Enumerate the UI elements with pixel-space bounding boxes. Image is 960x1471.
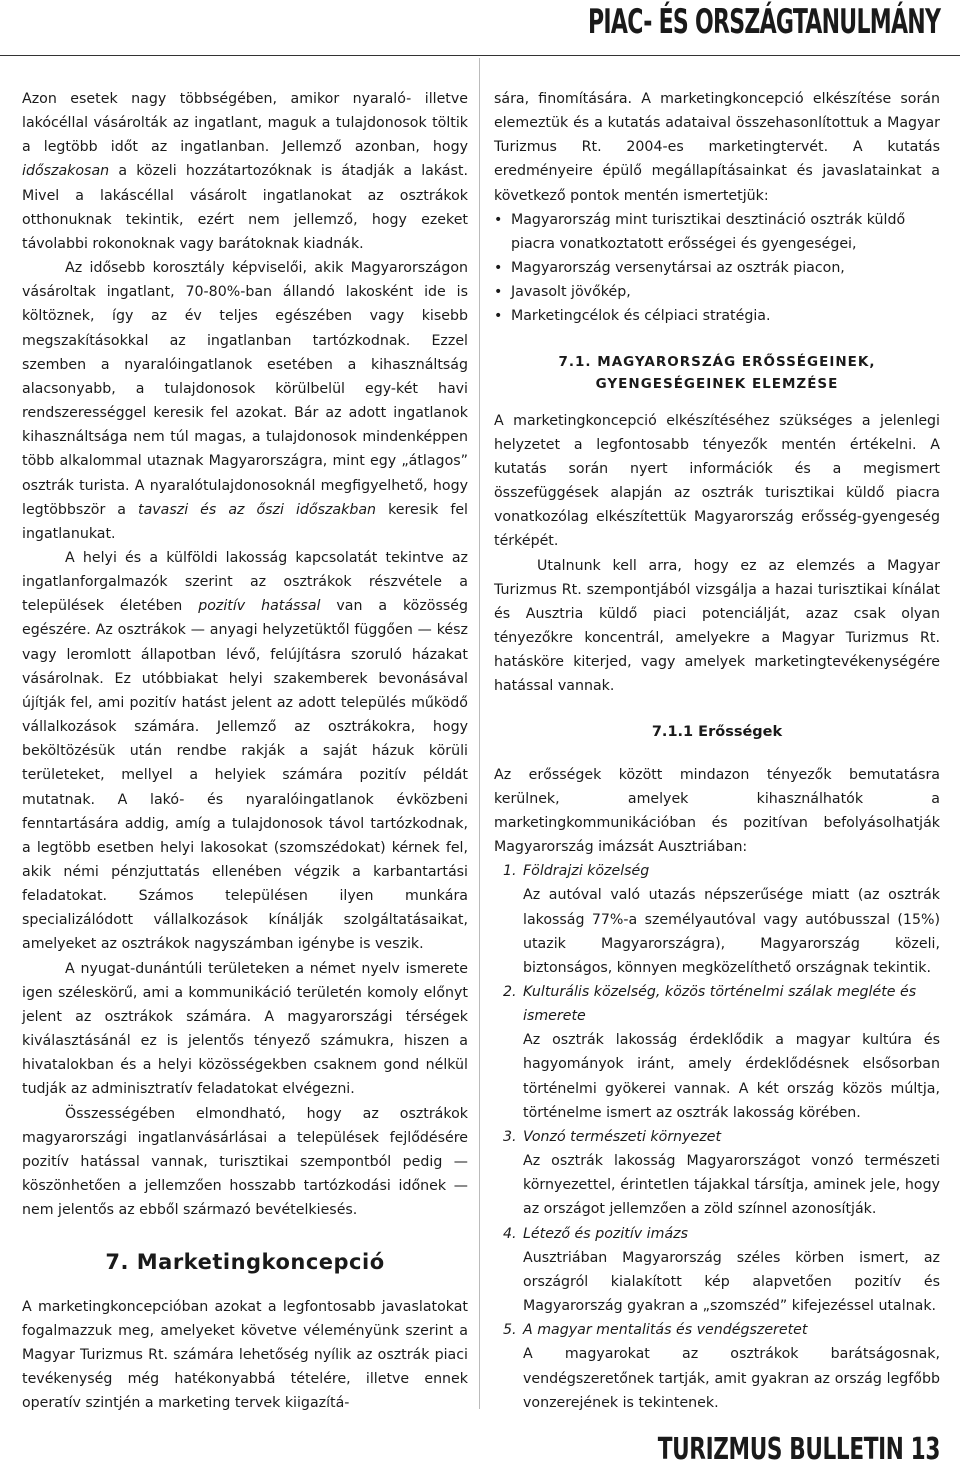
page-footer: TURIZMUS BULLETIN 13 bbox=[657, 1432, 940, 1467]
running-header: PIAC- ÉS ORSZÁGTANULMÁNY bbox=[587, 2, 940, 42]
list-item: • Marketingcélok és célpiaci stratégia. bbox=[494, 304, 940, 328]
subsubsection-heading: 7.1.1 Erősségek bbox=[651, 724, 783, 741]
paragraph: A marketingkoncepció elkészítéséhez szükséges a jelenlegi helyzetet a legfontosabb tényezők mentén értékelni. A kutatás során nyert információk és a megismert összefüggések alapján az osztrák turisztikai küldő piacra vonatkozólag elkészítettük Magyarország erősség-gyengeség térképét. bbox=[494, 412, 940, 550]
subsection-heading: 7.1. MAGYARORSZÁG ERŐSSÉGEINEK, GYENGESÉGEINEK ELEMZÉSE bbox=[558, 353, 876, 392]
section-heading: 7. Marketingkoncepció bbox=[105, 1250, 385, 1275]
header-rule bbox=[0, 55, 960, 56]
numbered-list bbox=[494, 859, 940, 1415]
list-item: 5. A magyar mentalitás és vendégszeretet A magyarokat az osztrákok barátságosnak, vendégszeretőnek tartják, amit gyakran az ország legfőbb vonzerejének is tekintenek. bbox=[503, 1322, 940, 1411]
paragraph: Utalnunk kell arra, hogy ez az elemzés a Magyar Turizmus Rt. szempontjából vizsgálja a hazai turisztikai kínálat és Ausztria küldő piaci potenciálját, azaz csak olyan tényezőkre koncentrál, amelyekre a Magyar Turizmus Rt. hatásköre kiterjed, vagy amelyek marketingtevékenységére hatással vannak. bbox=[494, 557, 940, 695]
column-divider bbox=[479, 58, 480, 1409]
paragraph: A nyugat-dunántúli területeken a német nyelv ismerete igen széleskörű, ami a kommunikáció területén komoly előnyt jelent az osztrákok számára. A magyarországi térségek kiválasztásánál ez is jelentős tényező számukra, hiszen a hivatalokban és a helyi közösségekben csaknem gond nélkül tudják az adminisztratív feladatokat elvégezni. bbox=[22, 960, 468, 1098]
left-column bbox=[22, 87, 468, 1415]
list-item: 1. Földrajzi közelség Az autóval való utazás népszerűsége miatt (az osztrák lakosság 77%-a személyautóval vagy autóbusszal (15%) utazik Magyarországra), Magyarország közeli, biztonságos, könnyen megközelíthető országnak tekintik. bbox=[503, 863, 940, 976]
list-item: 3. Vonzó természeti környezet Az osztrák lakosság Magyarországot vonzó természeti környezettel, érintetlen tájakkal társítja, aminek jele, hogy az országot jellemzően a zöld színnel azonosítják. bbox=[503, 1128, 940, 1218]
paragraph: Az erősségek között mindazon tényezők bemutatásra kerülnek, amelyek kihasználhatók a marketingkommunikációban és pozitívan befolyásolhatják Magyarország imázsát Ausztriában: bbox=[494, 766, 940, 856]
list-item: • Javasolt jövőkép, bbox=[494, 280, 940, 304]
list-item: 2. Kulturális közelség, közös történelmi szálak megléte és ismerete Az osztrák lakosság érdeklődik a magyar kultúra és hagyományok iránt, amely érdeklődésnek elsősorban történelmi gyökerei vannak. A két ország közös múltja, történelme ismert az osztrák lakosság körében. bbox=[503, 984, 940, 1121]
paragraph: Az idősebb korosztály képviselői, akik Magyarországon vásároltak ingatlant, 70-80%-ban állandó lakosként ide is költöznek, így az év teljes egészében vagy kisebb megszakításokkal az ingatlanban tartózkodnak. Ezzel szemben a nyaralóingatlanok esetében a kihasználtság alacsonyabb, a tulajdonosok körülbelül egy-két havi rendszerességgel keresik fel azokat. Bár az adott ingatlanok kihasználtsága nem túl magas, a tulajdonosok mindenképpen több alkalommal utaznak Magyarországra, mint egy „átlagos” osztrák turista. A nyaralótulajdonosoknál megfigyelhető, hogy legtöbbször a tavaszi és az őszi időszakban keresik fel ingatlanukat. bbox=[22, 260, 468, 542]
paragraph: A helyi és a külföldi lakosság kapcsolatát tekintve az ingatlanforgalmazók szerint az osztrákok részvétele a települések életében pozitív hatással van a közösség egészére. Az osztrákok — anyagi helyzetüktől függően — kész vagy leromlott állapotban lévő, felújításra szoruló házakat vásárolnak. Ez utóbbiakat helyi szakemberek bevonásával újítják fel, ami pozitív hatást jelent az adott település működő vállalkozások számára. Jellemző az osztrákokra, hogy beköltözésük után rendbe rakják a saját házuk körüli területeket, mellyel a helyiek számára pozitív példát mutatnak. A lakó- és nyaralóingatlanok évközbeni fenntartására addig, amíg a tulajdonosok távol tartózkodnak, a legtöbb esetben helyi lakosokat (szomszédokat) kérnek fel, akik némi pénzjuttatás ellenében végzik a karbantartási feladatokat. Számos településen ilyen munkára specializálódott vállalkozások kínálják szolgáltatásaikat, amelyeket az osztrákok nagyszámban igénybe is veszik. bbox=[22, 549, 468, 953]
bullet-icon: • bbox=[494, 211, 503, 228]
list-item: • Magyarország versenytársai az osztrák piacon, bbox=[494, 256, 940, 280]
bullet-icon: • bbox=[494, 284, 503, 301]
list-item: • Magyarország mint turisztikai desztináció osztrák küldő piacra vonatkoztatott erősségei és gyengeségei, bbox=[494, 208, 940, 256]
paragraph: Azon esetek nagy többségében, amikor nyaraló- illetve lakócéllal vásárolták az ingatlant, maguk a tulajdonosok töltik a legtöbb időt az ingatlanban. Jellemző azonban, hogy időszakosan a közeli hozzátartozóknak is átadják a lakást. Mivel a lakáscéllal vásárolt ingatlanokat az osztrákok otthonuknak tekintik, ezért nem jellemző, hogy ezeket távolabbi rokonoknak vagy barátoknak kiadnák. bbox=[22, 91, 468, 252]
bullet-icon: • bbox=[494, 308, 503, 325]
paragraph: sára, finomítására. A marketingkoncepció elkészítése során elemeztük és a kutatás adataival összehasonlítottuk a Magyar Turizmus Rt. 2004-es marketingtervét. A kutatás eredményeire épülő megállapításainkat és javaslatainkat a következő pontok mentén ismertetjük: bbox=[494, 91, 940, 204]
bullet-icon: • bbox=[494, 260, 503, 277]
paragraph: A marketingkoncepcióban azokat a legfontosabb javaslatokat fogalmazzuk meg, amelyeket követve véleményünk szerint a Magyar Turizmus Rt. számára lehetőség nyílik az osztrák piaci tevékenység még hatékonyabbá tételére, illetve ennek operatív szintjén a marketing tervek kiigazítá- bbox=[22, 1298, 468, 1412]
paragraph: Összességében elmondható, hogy az osztrákok magyarországi ingatlanvásárlásai a települések fejlődésére pozitív hatással vannak, turisztikai szempontból pedig — köszönhetően a jellemzően hosszabb tartózkodási időnek — nem jelentős az ebből származó bevételkiesés. bbox=[22, 1105, 468, 1219]
list-item: 4. Létező és pozitív imázs Ausztriában Magyarország széles körben ismert, az országról kialakított kép alapvetően pozitív és Magyarország gyakran a „szomszéd” kifejezéssel utalnak. bbox=[503, 1225, 940, 1315]
bullet-list bbox=[494, 208, 940, 329]
right-column bbox=[494, 87, 940, 1415]
